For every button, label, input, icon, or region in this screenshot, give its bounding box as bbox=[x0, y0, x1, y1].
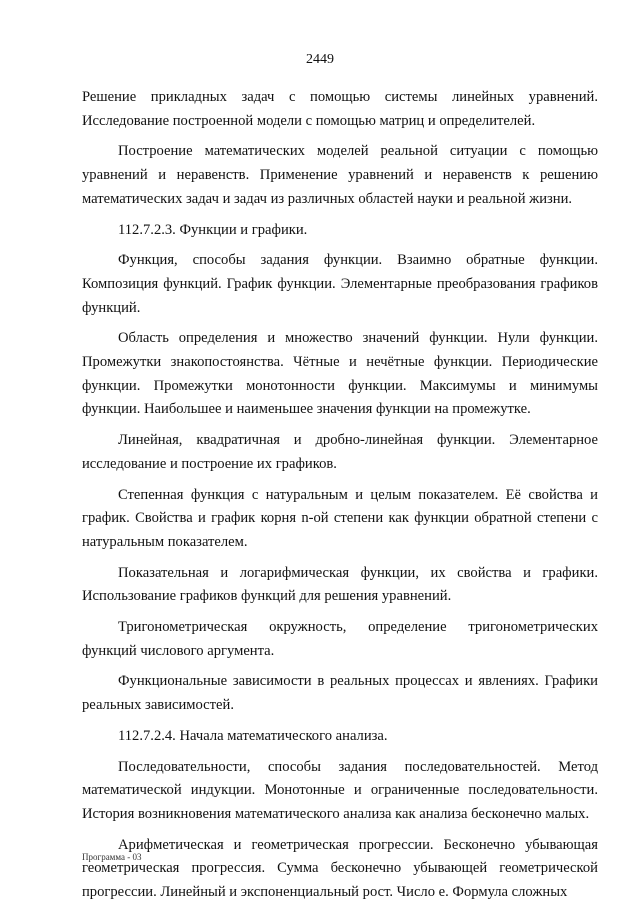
paragraph: Функциональные зависимости в реальных процессах и явлениях. Графики реальных зависимостей. bbox=[82, 673, 598, 714]
section-heading: 112.7.2.3. Функции и графики. bbox=[118, 221, 308, 238]
paragraph: Последовательности, способы задания последовательностей. Метод математической индукции. Монотонные и ограниченные последовательности. История возникновения математического анализа как анализа бесконечно малых. bbox=[82, 758, 598, 822]
paragraph: Степенная функция с натуральным и целым показателем. Её свойства и график. Свойства и график корня n-ой степени как функции обратной степени с натуральным показателем. bbox=[82, 486, 598, 550]
paragraph: Построение математических моделей реальной ситуации с помощью уравнений и неравенств. Применение уравнений и неравенств к решению математических задач и задач из различных областей науки и реальной жизни. bbox=[82, 143, 598, 207]
document-body bbox=[82, 86, 598, 912]
paragraph: Тригонометрическая окружность, определение тригонометрических функций числового аргумента. bbox=[82, 619, 598, 659]
paragraph: Показательная и логарифмическая функции, их свойства и графики. Использование графиков функций для решения уравнений. bbox=[82, 564, 598, 605]
section-heading: 112.7.2.4. Начала математического анализа. bbox=[118, 727, 388, 744]
paragraph: Решение прикладных задач с помощью системы линейных уравнений. Исследование построенной модели с помощью матриц и определителей. bbox=[82, 89, 598, 129]
paragraph: Арифметическая и геометрическая прогрессии. Бесконечно убывающая геометрическая прогрессия. Сумма бесконечно убывающей геометрической прогрессии. Линейный и экспоненциальный рост. Число е. Формула сложных bbox=[82, 836, 598, 901]
paragraph: Линейная, квадратичная и дробно-линейная функции. Элементарное исследование и построение их графиков. bbox=[82, 432, 598, 472]
paragraph: Область определения и множество значений функции. Нули функции. Промежутки знакопостоянства. Чётные и нечётные функции. Периодические функции. Промежутки монотонности функции. Максимумы и минимумы функции. Наибольшее и наименьшее значения функции на промежутке. bbox=[82, 330, 598, 418]
paragraph: Функция, способы задания функции. Взаимно обратные функции. Композиция функций. График функции. Элементарные преобразования графиков функций. bbox=[82, 252, 598, 316]
footer-label: Программа - 03 bbox=[82, 852, 142, 862]
page-number: 2449 bbox=[306, 52, 334, 67]
